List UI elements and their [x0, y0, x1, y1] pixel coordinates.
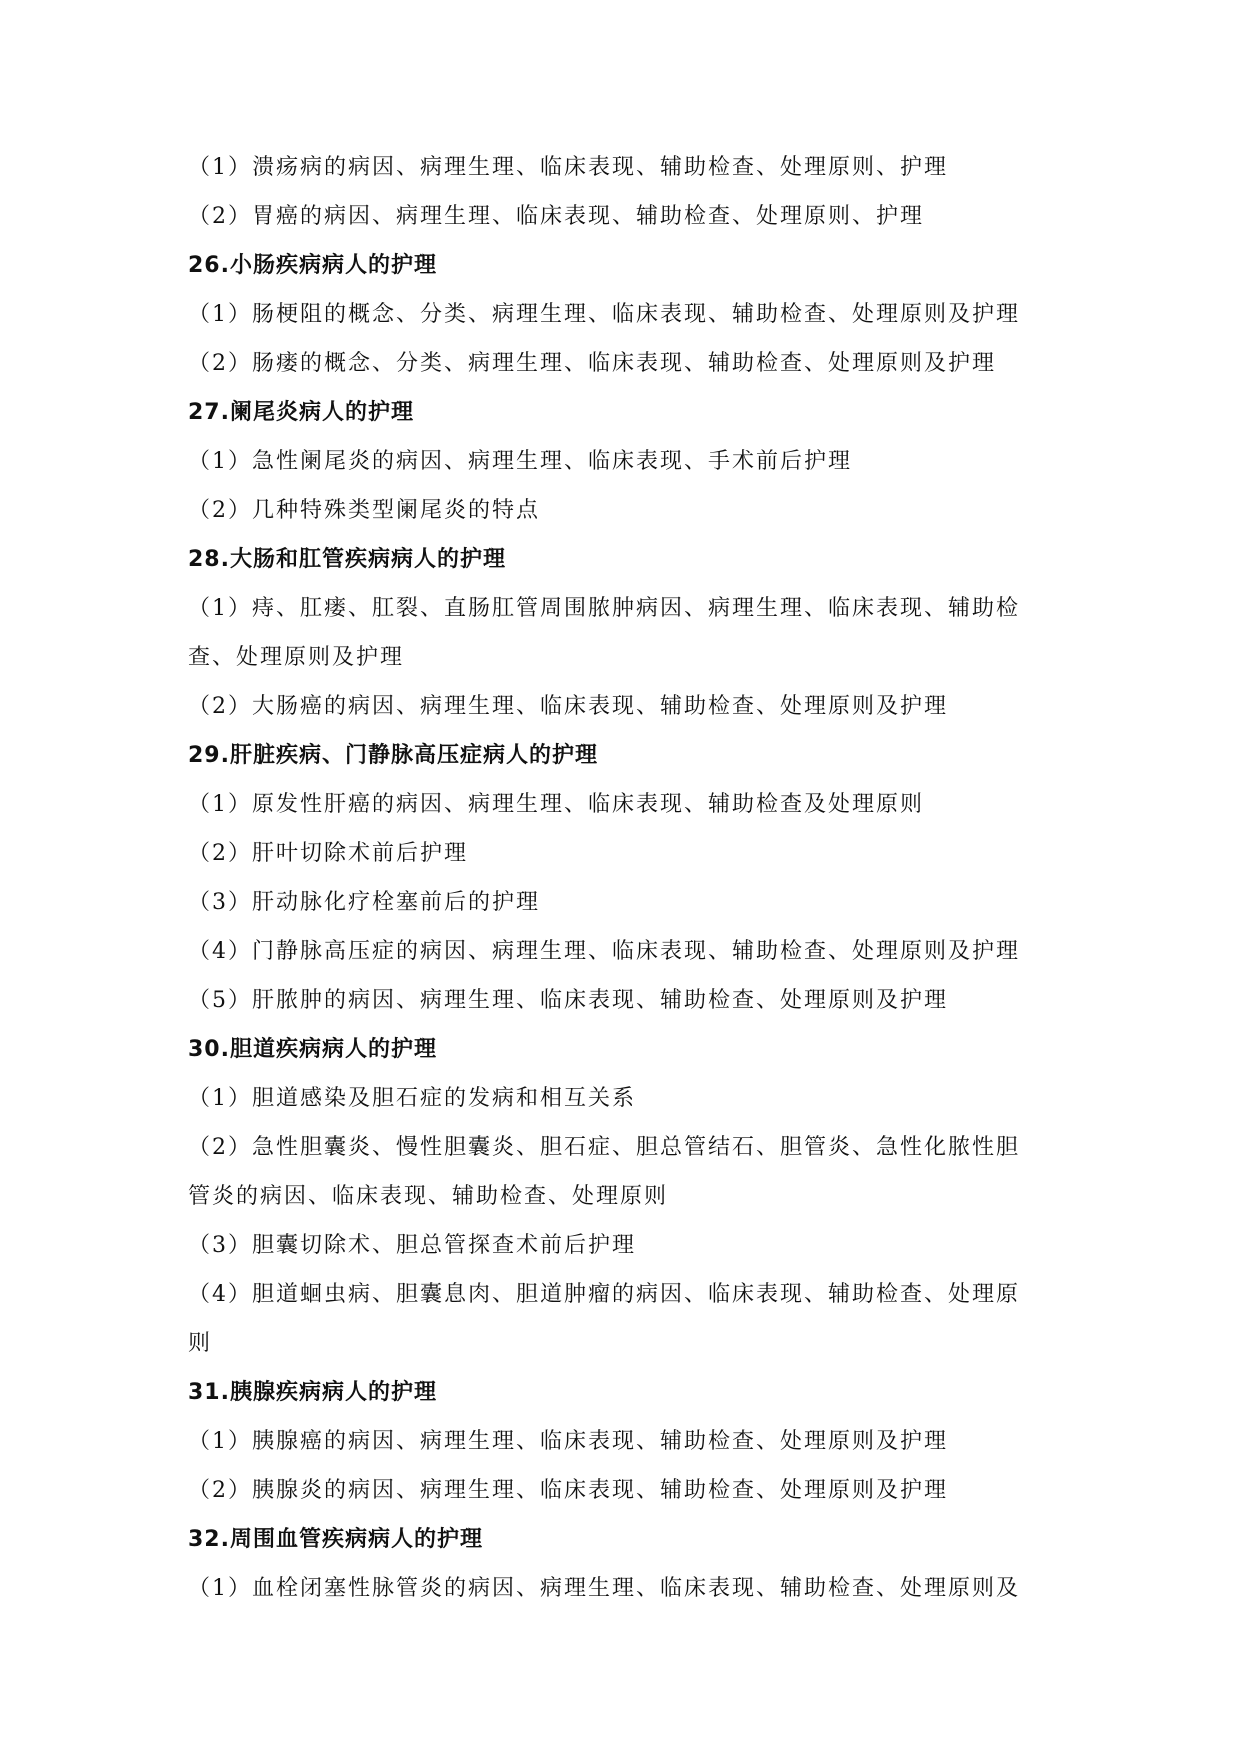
- section-heading: 30.胆道疾病病人的护理: [188, 1037, 437, 1062]
- list-item: （1）血栓闭塞性脉管炎的病因、病理生理、临床表现、辅助检查、处理原则及: [188, 1576, 1020, 1601]
- list-item: （2）胰腺炎的病因、病理生理、临床表现、辅助检查、处理原则及护理: [188, 1478, 948, 1503]
- list-item: （2）几种特殊类型阑尾炎的特点: [188, 498, 540, 523]
- list-item: （2）胃癌的病因、病理生理、临床表现、辅助检查、处理原则、护理: [188, 204, 924, 229]
- list-item: （5）肝脓肿的病因、病理生理、临床表现、辅助检查、处理原则及护理: [188, 988, 948, 1013]
- section-heading: 32.周围血管疾病病人的护理: [188, 1527, 483, 1552]
- list-item: （1）胰腺癌的病因、病理生理、临床表现、辅助检查、处理原则及护理: [188, 1429, 948, 1454]
- section-heading: 31.胰腺疾病病人的护理: [188, 1380, 437, 1405]
- document-body: [188, 143, 1068, 1613]
- list-item: （1）原发性肝癌的病因、病理生理、临床表现、辅助检查及处理原则: [188, 792, 924, 817]
- list-item: （2）急性胆囊炎、慢性胆囊炎、胆石症、胆总管结石、胆管炎、急性化脓性胆: [188, 1135, 1020, 1160]
- list-item: （2）肝叶切除术前后护理: [188, 841, 468, 866]
- list-item-continuation: 查、处理原则及护理: [188, 645, 405, 670]
- list-item: （3）肝动脉化疗栓塞前后的护理: [188, 890, 540, 915]
- list-item: （4）胆道蛔虫病、胆囊息肉、胆道肿瘤的病因、临床表现、辅助检查、处理原: [188, 1282, 1020, 1307]
- list-item: （4）门静脉高压症的病因、病理生理、临床表现、辅助检查、处理原则及护理: [188, 939, 1020, 964]
- list-item: （1）胆道感染及胆石症的发病和相互关系: [188, 1086, 636, 1111]
- section-heading: 29.肝脏疾病、门静脉高压症病人的护理: [188, 743, 598, 768]
- list-item: （2）肠瘘的概念、分类、病理生理、临床表现、辅助检查、处理原则及护理: [188, 351, 996, 376]
- section-heading: 28.大肠和肛管疾病病人的护理: [188, 547, 506, 572]
- list-item: （3）胆囊切除术、胆总管探查术前后护理: [188, 1233, 636, 1258]
- list-item-continuation: 则: [188, 1331, 213, 1356]
- list-item: （1）痔、肛瘘、肛裂、直肠肛管周围脓肿病因、病理生理、临床表现、辅助检: [188, 596, 1020, 621]
- list-item: （2）大肠癌的病因、病理生理、临床表现、辅助检查、处理原则及护理: [188, 694, 948, 719]
- section-heading: 26.小肠疾病病人的护理: [188, 253, 437, 278]
- list-item: （1）急性阑尾炎的病因、病理生理、临床表现、手术前后护理: [188, 449, 852, 474]
- list-item-continuation: 管炎的病因、临床表现、辅助检查、处理原则: [188, 1184, 669, 1209]
- section-heading: 27.阑尾炎病人的护理: [188, 400, 414, 425]
- list-item: （1）肠梗阻的概念、分类、病理生理、临床表现、辅助检查、处理原则及护理: [188, 302, 1020, 327]
- list-item: （1）溃疡病的病因、病理生理、临床表现、辅助检查、处理原则、护理: [188, 155, 948, 180]
